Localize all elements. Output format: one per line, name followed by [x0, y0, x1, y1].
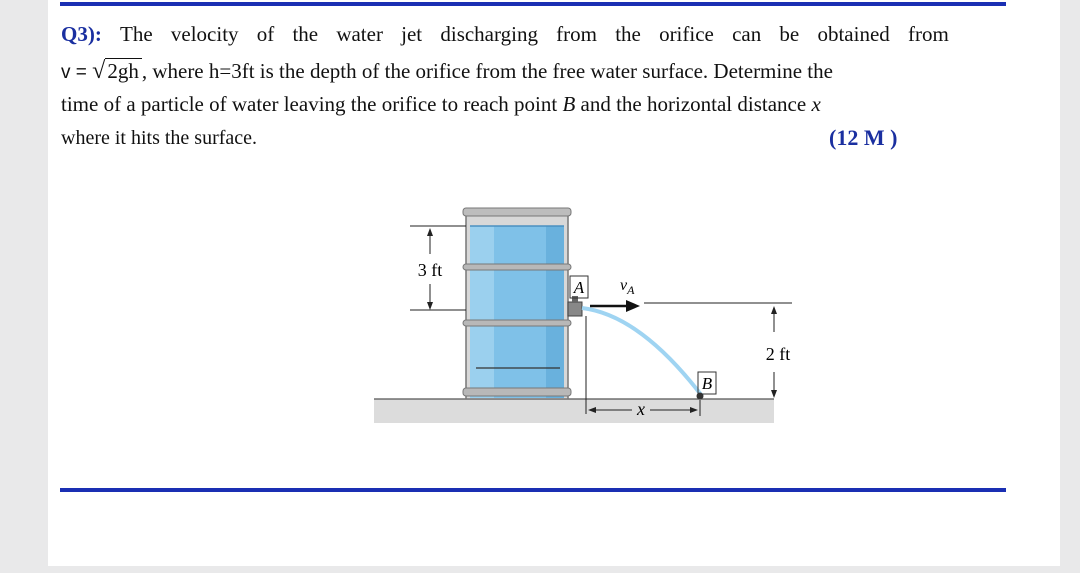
ground-surface	[374, 399, 774, 423]
drum-bottom-rim	[463, 388, 571, 396]
word: The	[120, 22, 153, 46]
water-shade	[546, 226, 564, 398]
radical-sign-icon: √	[92, 58, 106, 84]
label-2ft: 2 ft	[765, 344, 791, 364]
word: the	[292, 22, 319, 46]
word: jet	[401, 22, 423, 46]
line-3-text-c: and the horizontal distance	[575, 92, 812, 116]
word: from	[907, 22, 949, 46]
word: orifice	[659, 22, 714, 46]
arrow-head-icon	[771, 306, 777, 314]
arrow-head-icon	[771, 390, 777, 398]
word: water	[336, 22, 383, 46]
word: can	[732, 22, 762, 46]
water-jet	[582, 308, 702, 396]
word: obtained	[817, 22, 890, 46]
label-va: $v_A$	[620, 277, 635, 297]
drum-rib	[463, 320, 571, 326]
word: from	[556, 22, 597, 46]
drum-top-rim	[463, 208, 571, 216]
orifice-jet-figure	[310, 200, 810, 430]
question-number: Q3):	[61, 22, 102, 46]
arrow-head-icon	[427, 302, 433, 310]
word: be	[779, 22, 800, 46]
formula-radicand: 2gh	[105, 58, 142, 83]
square-root	[92, 58, 142, 85]
arrow-head-icon	[626, 300, 640, 312]
distance-x-ref: x	[811, 92, 821, 116]
label-3ft: 3 ft	[417, 260, 443, 280]
formula-lhs: v =	[61, 62, 93, 83]
point-b-ref: B	[562, 92, 576, 116]
word: the	[615, 22, 641, 46]
arrow-head-icon	[427, 228, 433, 236]
drum-rib	[463, 264, 571, 270]
top-rule	[60, 2, 1006, 6]
question-line-1	[61, 22, 949, 47]
question-line-3	[61, 92, 821, 117]
word: discharging	[440, 22, 538, 46]
marks-label: (12 M )	[829, 125, 898, 150]
word: of	[256, 22, 275, 46]
line-2-text: , where h=3ft is the depth of the orifice from the free water surface. Determine the	[141, 59, 833, 83]
word: velocity	[170, 22, 239, 46]
water-highlight	[470, 226, 494, 398]
question-line-4: where it hits the surface.	[61, 127, 258, 149]
orifice-nozzle	[568, 302, 582, 316]
label-x: x	[637, 399, 645, 419]
line-3-text-a: time of a particle of water leaving the orifice to reach point	[61, 92, 563, 116]
bottom-rule	[60, 488, 1006, 492]
label-a: A	[573, 278, 585, 297]
label-b: B	[701, 374, 713, 393]
question-line-2	[61, 58, 833, 85]
